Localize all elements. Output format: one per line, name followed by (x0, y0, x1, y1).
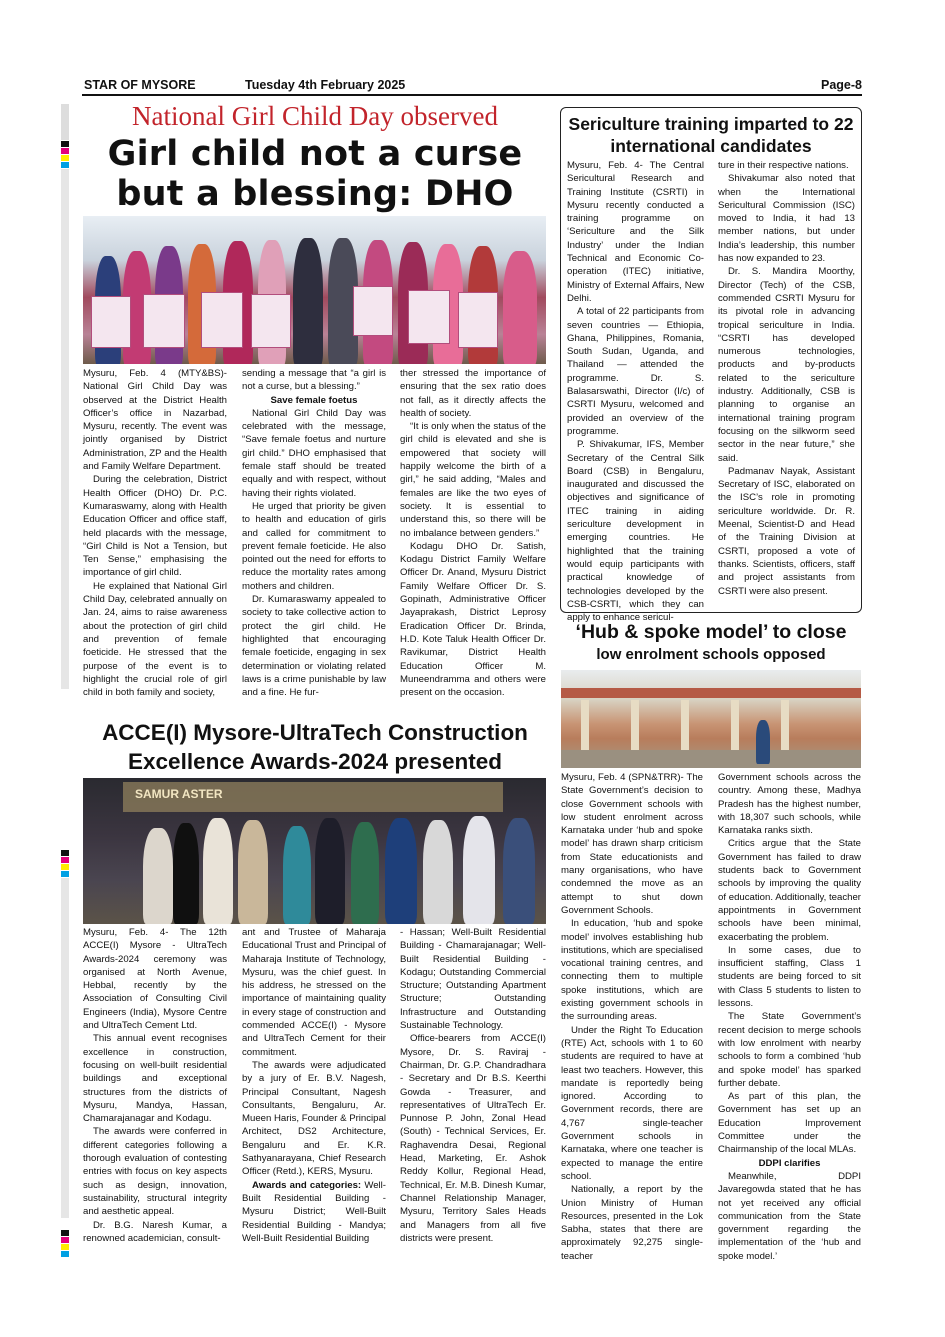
paragraph: “It is only when the status of the girl child is elevated and she is empowered that society will happily welcome the birth of a girl,” he said adding, “Males and females are like the two eyes of society. It is essential to understand this, so there will be no imbalance between genders.” (400, 421, 546, 539)
paragraph: Dr. B.G. Naresh Kumar, a renowned academician, consult- (83, 1219, 227, 1244)
paragraph: ture in their respective nations. (718, 160, 849, 171)
hub-spoke-headline: ‘Hub & spoke model’ to close (575, 621, 847, 643)
girl-child-column-2 (242, 367, 386, 699)
paragraph: Government schools across the country. Among these, Madhya Pradesh has the highest number, with 18,307 such schools, while Karnataka ranks sixth. (718, 772, 861, 837)
acce-column-1 (83, 926, 227, 1245)
paragraph: Meanwhile, DDPI Javaregowda stated that he has not yet received any official communication from the State government regarding the implementation of the ‘hub and spoke model.’ (718, 1170, 861, 1262)
paragraph: - Hassan; Well-Built Residential Building - Chamarajanagar; Well-Built Residential Building - Kodagu; Outstanding Commercial Structure; Outstanding Apartment Structure; Outstanding Infrastructure and Outstanding Sustainable Technology. (400, 927, 546, 1032)
banner-text: SAMUR ASTER (135, 787, 223, 801)
paragraph: The awards were conferred in different categories following a thorough evaluation of contesting entries with focus on key aspects such as design, innovation, sustainability, structural integrity and aesthetic appeal. (83, 1126, 227, 1218)
school-building-photo (561, 670, 861, 768)
page-number: Page-8 (821, 78, 862, 92)
acce-awards-photo (83, 778, 546, 924)
awards-label: Awards and categories: (252, 1179, 362, 1191)
paragraph: As part of this plan, the Government has set up an Education Improvement Committee under the Chairmanship of the local MLAs. (718, 1091, 861, 1156)
paragraph: Mysuru, Feb. 4- The 12th ACCE(I) Mysore - UltraTech Awards-2024 ceremony was organised at North Avenue, Hebbal, recently by the Association of Consulting Civil Engineers (India), Mysore Centre and UltraTech Cement Ltd. (83, 927, 227, 1032)
sericulture-column-1 (567, 159, 704, 624)
girl-child-photo (83, 216, 546, 364)
subheading: Save female foetus (270, 394, 358, 406)
paragraph: Mysuru, Feb. 4 (MTY&BS)- National Girl Child Day was observed at the District Health Officer’s office in Nazarbad, Mysuru, recently. The event was jointly organised by District Administration, ZP and the Health and Family Welfare Department. (83, 368, 227, 473)
hub-spoke-column-1 (561, 771, 703, 1263)
paragraph: Kodagu DHO Dr. Satish, Kodagu District Family Welfare Officer Dr. Anand, Mysuru District Family Welfare Officer Dr. S. Gopinath, Administrative Officer Jayaprakash, District Leprosy Eradication Officer Dr. Brinda, H.D. Kote Taluk Health Officer Dr. Ravikumar, District Health Education Officer M. Muneendramma and others were present on the occasion. (400, 540, 546, 699)
paragraph: In education, ‘hub and spoke model’ involves establishing hub institutions, which are specialised vocational training centres, and connecting them to multiple spoke institutions, which are existing government schools in the surrounding areas. (561, 918, 703, 1023)
paragraph: Padmanav Nayak, Assistant Secretary of ISC, elaborated on the ISC’s role in promoting sericulture worldwide. Dr. R. Meenal, Scientist-D and Head of the Training Division at CSRTI, proposed a vote of thanks. Scientists, officers, staff and project assistants from CSRTI were also present. (718, 465, 855, 597)
acce-headline: ACCE(I) Mysore-UltraTech Construction Excellence Awards-2024 presented (102, 720, 528, 774)
paragraph: Mysuru, Feb. 4 (SPN&TRR)- The State Government’s decision to close Government schools with low student enrolment across Karnataka under ‘hub and spoke model’ has drawn sharp criticism from State educationists and many organisations, who have condemned the move as an attempt to shut down Government Schools. (561, 772, 703, 916)
paragraph: ther stressed the importance of ensuring that the sex ratio does not fall, as it directly affects the health of society. (400, 368, 546, 419)
paragraph: Awards and categories: Well-Built Residential Building - Mysuru District; Well-Built Residential Building - Mandya; Well-Built Residential Building (242, 1179, 386, 1244)
paragraph: P. Shivakumar, IFS, Member Secretary of the Central Silk Board (CSB) in Bengaluru, inaugurated and discussed the objectives and significance of ITEC training in aiding sericulture development in emerging countries. He highlighted that the training would equip participants with practical knowledge of technologies developed by the CSB-CSRTI, which they can apply to enhance sericul- (567, 439, 704, 624)
paragraph: Shivakumar also noted that when the International Sericultural Commission (ISC) moved to India, it had 13 member nations, but under India’s leadership, this number has now expanded to 23. (718, 173, 855, 265)
paragraph: Under the Right To Education (RTE) Act, schools with 1 to 60 students are required to have at least two teachers. However, this mandate is reportedly being ignored. According to Government records, there are 4,767 single-teacher Government schools in Karnataka, where one teacher is expected to manage the entire school. (561, 1024, 703, 1182)
sericulture-column-2 (718, 159, 855, 598)
paragraph: Mysuru, Feb. 4- The Central Sericultural Research and Training Institute (CSRTI) in Mysuru recently conducted a training programme on ‘Sericulture and the Silk Industry’ under the Indian Technical and Economic Co-operation (ITEC) initiative, Ministry of External Affairs, New Delhi. (567, 160, 704, 304)
registration-marks-bottom (61, 1230, 69, 1258)
paragraph: During the celebration, District Health Officer (DHO) Dr. P.C. Kumaraswamy, along with Health Education Officer and office staff, held placards with the message, “Girl Child is Not a Tension, but Ten Sense,” emphasising the importance of girl child. (83, 474, 227, 579)
acce-column-2 (242, 926, 386, 1245)
paragraph: He explained that National Girl Child Day, celebrated annually on Jan. 24, aims to raise awareness about the protection of girl child and prevention of female foeticide. He stressed that the purpose of the event is to highlight the crucial role of girl child in both family and society, (83, 580, 227, 699)
paragraph: sending a message that “a girl is not a curse, but a blessing.” (242, 368, 386, 393)
paragraph: Dr. S. Mandira Moorthy, Director (Tech) of the CSB, commended CSRTI Mysuru for its pivotal role in advancing tropical sericulture in India. “CSRTI has developed numerous technologies, products and by-products related to the sericulture industry. Additionally, CSB is planning to organise an international training program focusing on the silkworm seed sector in the near future,” she said. (718, 266, 855, 464)
paragraph: This annual event recognises excellence in construction, focusing on well-built residential buildings and exceptional structures from the districts of Mysuru, Mandya, Hassan, Chamarajanagar and Kodagu. (83, 1033, 227, 1125)
header-rule (82, 94, 862, 96)
paragraph: Critics argue that the State Government has failed to draw students back to Government schools by improving the quality of education. Additionally, teacher appointments in Government schools have been minimal, exacerbating the problem. (718, 838, 861, 943)
hub-spoke-column-2 (718, 771, 861, 1263)
issue-date: Tuesday 4th February 2025 (245, 78, 406, 92)
girl-child-headline: Girl child not a curse but a blessing: DHO (107, 134, 523, 214)
subheading: DDPI clarifies (758, 1157, 821, 1169)
girl-child-column-3 (400, 367, 546, 699)
paragraph: In some cases, due to insufficient staffing, Class 1 students are being forced to sit with Class 5 students to listen to lessons. (718, 944, 861, 1010)
registration-marks-middle (61, 850, 69, 1219)
hub-spoke-subheadline: low enrolment schools opposed (596, 646, 826, 663)
paragraph: The State Government’s recent decision to merge schools with low enrolment with nearby schools to form a combined ‘hub and spoke model’ has sparked further debate. (718, 1011, 861, 1089)
paragraph: Nationally, a report by the Union Ministry of Human Resources, presented in the Lok Sabha, states that there are approximately 92,275 single-teacher (561, 1184, 703, 1262)
girl-child-column-1 (83, 367, 227, 699)
acce-column-3 (400, 926, 546, 1245)
girl-child-kicker: National Girl Child Day observed (132, 101, 498, 131)
paragraph: Office-bearers from ACCE(I) Mysore, Dr. S. Raviraj - Chairman, Dr. G.P. Chandradhara - Secretary and Dr B.S. Keerthi Gowda - Treasurer, and representatives of UltraTech Er. Punnose P. John, Zonal Head (South) - Technical Services, Er. Raghavendra Desai, Regional Head, Marketing, Er. Ashok Reddy Kollur, Regional Head, Technical, Er. M.B. Dinesh Kumar, Channel Relationship Manager, Mysuru, Territory Sales Heads and Managers from all five districts were present. (400, 1033, 546, 1244)
sericulture-headline: Sericulture training imparted to 22 international candidates (568, 114, 854, 156)
paragraph: The awards were adjudicated by a jury of Er. B.V. Nagesh, Principal Consultant, Nagesh Consultants, Bengaluru, Ar. Mueen Haris, Founder & Principal Architect, DS2 Architecture, Bengaluru and Er. K.R. Sathyanarayana, Chief Research Officer (Retd.), KERS, Mysuru. (242, 1059, 386, 1178)
publication-name: STAR OF MYSORE (84, 78, 196, 92)
paragraph: He urged that priority be given to health and education of girls and called for commitment to prevent female foeticide. He also pointed out the need for efforts to reduce the mortality rates among mothers and children. (242, 500, 386, 592)
paragraph: ant and Trustee of Maharaja Educational Trust and Principal of Maharaja Institute of Technology, Mysuru, was the chief guest. In his address, he stressed on the importance of maintaining quality in every stage of construction and commended ACCE(I) - Mysore and UltraTech Cement for their commitment. (242, 927, 386, 1058)
paragraph: National Girl Child Day was celebrated with the message, “Save female foetus and nurture girl child.” DHO emphasised that female staff should be treated equally and with respect, without having their rights violated. (242, 407, 386, 499)
registration-marks-top (61, 104, 69, 690)
paragraph: A total of 22 participants from seven countries — Ethiopia, Ghana, Philippines, Romania, South Sudan, Uganda, and Thailand — attended the programme. Dr. S. Balasarswathi, Director (I/c) of CSRTI Mysuru, welcomed and provided an overview of the programme. (567, 306, 704, 437)
paragraph: Dr. Kumaraswamy appealed to society to take collective action to protect the girl child. He highlighted that encouraging female foeticide, engaging in sex determination or violating related laws is a crime punishable by law and a fine. He fur- (242, 594, 386, 699)
